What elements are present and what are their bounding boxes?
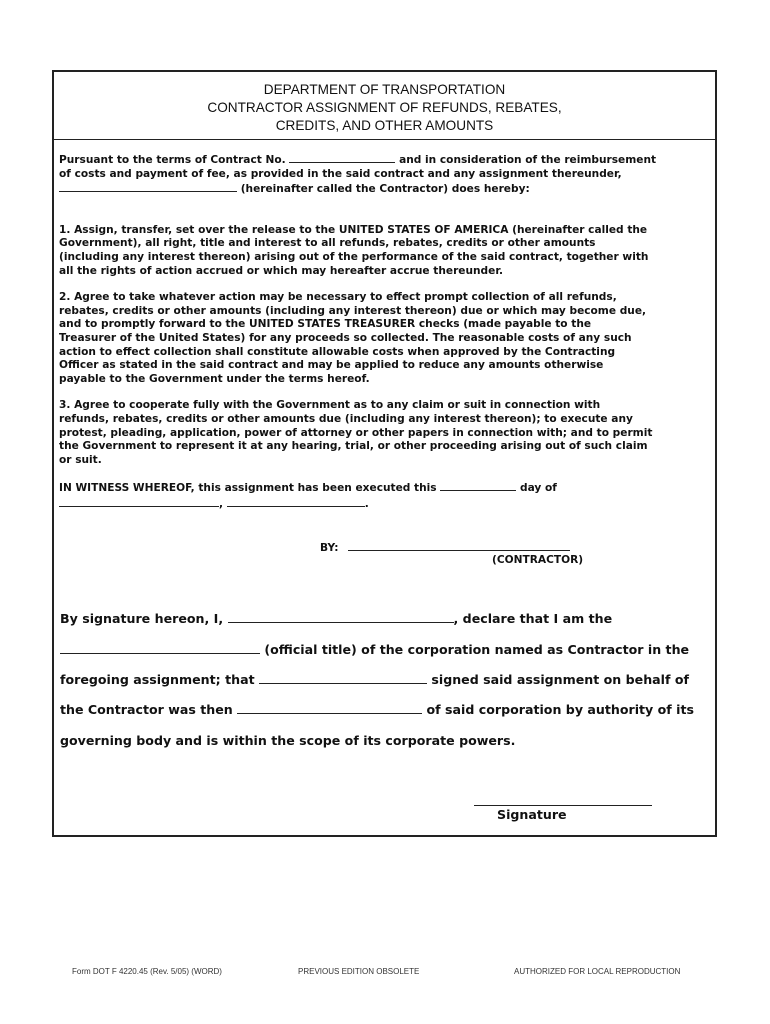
declaration-text-2: (official title) of the corporation named as Contractor in the — [264, 642, 690, 657]
declaration-text-3a: foregoing assignment; that — [60, 672, 255, 687]
clause-2-line-2: rebates, credits or other amounts (including any interest thereon) due or which may become due, — [59, 304, 647, 317]
contractor-signature-blank[interactable] — [348, 540, 570, 551]
witness-period: . — [364, 497, 369, 510]
signature-line[interactable] — [474, 805, 652, 806]
witness-text-b: day of — [519, 482, 557, 495]
declaration-text-1a: By signature hereon, I, — [60, 611, 224, 626]
clause-2-line-3: and to promptly forward to the UNITED STATES TREASURER checks (made payable to the — [59, 318, 592, 331]
witness-text-a: IN WITNESS WHEREOF, this assignment has been executed this — [59, 482, 437, 495]
intro-text-2: of costs and payment of fee, as provided in the said contract and any assignment thereunder, — [59, 167, 622, 180]
intro-paragraph — [59, 152, 709, 197]
header-line-1: DEPARTMENT OF TRANSPORTATION — [263, 82, 506, 97]
footer-form-number: Form DOT F 4220.45 (Rev. 5/05) (WORD) — [72, 967, 222, 976]
intro-text-1a: Pursuant to the terms of Contract No. — [59, 154, 286, 166]
declaration-line-3 — [60, 672, 689, 687]
declaration-text-3b: signed said assignment on behalf of — [431, 672, 689, 687]
clause-2-line-7: payable to the Government under the terms hereof. — [59, 372, 370, 385]
declaration-text-1b: , declare that I am the — [453, 611, 613, 626]
signature-label: Signature — [497, 807, 567, 822]
clause-1-line-2: Government), all right, title and interest to all refunds, rebates, credits or other amounts — [59, 237, 596, 250]
clause-3-line-5: or suit. — [59, 453, 102, 466]
contractor-name-blank[interactable] — [59, 181, 237, 192]
header-line-3: CREDITS, AND OTHER AMOUNTS — [275, 118, 494, 133]
clause-2-line-4: Treasurer of the United States) for any proceeds so collected. The reasonable costs of any such — [59, 331, 632, 344]
clause-2-line-1: 2. Agree to take whatever action may be necessary to effect prompt collection of all refunds, — [59, 291, 617, 304]
form-body — [59, 152, 709, 511]
signer-name-blank[interactable] — [259, 672, 427, 684]
clause-2-line-6: Officer as stated in the said contract and may be applied to reduce any amounts otherwise — [59, 359, 604, 372]
header-line-2: CONTRACTOR ASSIGNMENT OF REFUNDS, REBATES, — [207, 100, 562, 115]
declaration-text-4b: of said corporation by authority of its — [426, 702, 695, 717]
clause-3-line-4: the Government to represent it at any hearing, trial, or other proceeding arising out of such claim — [59, 440, 648, 453]
declaration-text-4a: the Contractor was then — [60, 702, 233, 717]
by-line — [320, 540, 570, 554]
witness-paragraph — [59, 480, 709, 511]
clause-1-line-1: 1. Assign, transfer, set over the release to the UNITED STATES OF AMERICA (hereinafter called the — [59, 223, 648, 236]
by-label: BY: — [320, 542, 339, 554]
declaration-line-1 — [60, 611, 612, 626]
declaration-line-4 — [60, 702, 694, 717]
witness-comma: , — [219, 497, 224, 510]
clause-2-line-5: action to effect collection shall constitute allowable costs when approved by the Contracting — [59, 345, 616, 358]
declaration-line-2 — [60, 642, 689, 657]
clause-2 — [59, 291, 709, 386]
official-title-blank[interactable] — [60, 642, 260, 654]
contractor-caption: (CONTRACTOR) — [492, 554, 584, 566]
contract-number-blank[interactable] — [289, 152, 395, 163]
declaration-line-5: governing body and is within the scope of its corporate powers. — [60, 733, 516, 748]
clause-3-line-3: protest, pleading, application, power of attorney or other papers in connection with; and to permit — [59, 426, 653, 439]
witness-year-blank[interactable] — [227, 496, 365, 507]
signer-position-blank[interactable] — [237, 702, 422, 714]
clause-1 — [59, 224, 709, 278]
intro-text-1b: and in consideration of the reimbursement — [399, 154, 657, 166]
clause-1-line-3: (including any interest thereon) arising out of the performance of the said contract, together with — [59, 250, 649, 263]
intro-text-3: (hereinafter called the Contractor) does hereby: — [240, 183, 530, 196]
form-header — [54, 72, 715, 140]
declarant-name-blank[interactable] — [228, 611, 454, 623]
clause-3 — [59, 399, 709, 467]
witness-month-blank[interactable] — [59, 496, 219, 507]
clause-1-line-4: all the rights of action accrued or which may hereafter accrue thereunder. — [59, 264, 504, 277]
clause-3-line-2: refunds, rebates, credits or other amounts due (including any interest thereon); to execute any — [59, 412, 633, 425]
clause-3-line-1: 3. Agree to cooperate fully with the Government as to any claim or suit in connection with — [59, 399, 601, 412]
footer-previous-edition: PREVIOUS EDITION OBSOLETE — [298, 967, 420, 976]
footer-authorized: AUTHORIZED FOR LOCAL REPRODUCTION — [514, 967, 681, 976]
witness-day-blank[interactable] — [440, 480, 516, 491]
